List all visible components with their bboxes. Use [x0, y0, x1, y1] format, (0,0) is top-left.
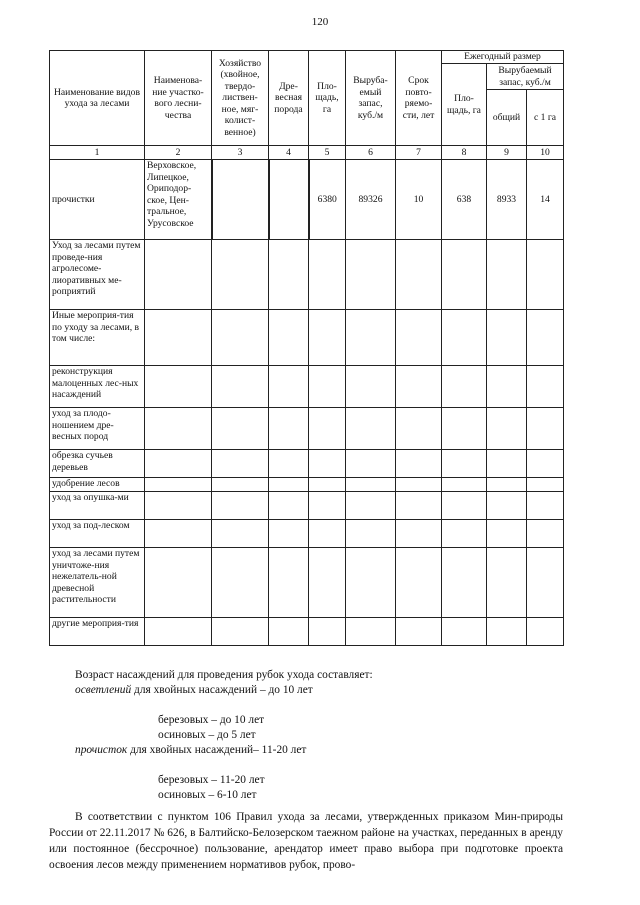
column-number-row — [50, 146, 564, 160]
row-annual-area: 638 — [442, 160, 487, 240]
table-row — [50, 366, 564, 408]
header-volume: Выруба-емый запас, куб./м — [346, 51, 396, 146]
table-row — [50, 492, 564, 520]
pro-aspen: осиновых – 6-10 лет — [158, 789, 257, 801]
age-text — [75, 668, 565, 803]
header-species: Дре-весная порода — [269, 51, 309, 146]
row-area: 6380 — [309, 160, 346, 240]
row-annual-per-ha: 14 — [527, 160, 564, 240]
row-farm — [212, 160, 269, 240]
table-row — [50, 160, 564, 240]
col-number: 1 — [50, 146, 145, 160]
row-period: 10 — [396, 160, 442, 240]
row-care-type: Уход за лесами путем проведе-ния агролесоме-лиоративных ме-роприятий — [50, 240, 145, 310]
row-forestry: Верховское, Липецкое, Ориподор-ское, Цен-тральное, Урусовское — [145, 160, 212, 240]
col-number: 7 — [396, 146, 442, 160]
row-care-type: уход за лесами путем уничтоже-ния нежелатель-ной древесной растительности — [50, 548, 145, 618]
pro-rest: для хвойных насаждений– 11-20 лет — [127, 744, 307, 756]
osv-aspen: осиновых – до 5 лет — [158, 729, 256, 741]
row-care-type: уход за опушка-ми — [50, 492, 145, 520]
header-volume-total: общий — [487, 90, 527, 146]
col-number: 5 — [309, 146, 346, 160]
table-row — [50, 450, 564, 478]
age-osv-line — [75, 683, 565, 698]
row-annual-total: 8933 — [487, 160, 527, 240]
row-care-type: реконструкция малоценных лес-ных насаждений — [50, 366, 145, 408]
table-row — [50, 478, 564, 492]
pro-birch: березовых – 11-20 лет — [158, 774, 265, 786]
table-row — [50, 520, 564, 548]
row-care-type: обрезка сучьев деревьев — [50, 450, 145, 478]
table-row — [50, 240, 564, 310]
col-number: 2 — [145, 146, 212, 160]
col-number: 6 — [346, 146, 396, 160]
header-area: Пло-щадь, га — [309, 51, 346, 146]
col-number: 4 — [269, 146, 309, 160]
header-volume-group: Вырубаемый запас, куб./м — [487, 64, 564, 90]
pro-label: прочисток — [75, 744, 128, 756]
col-number: 8 — [442, 146, 487, 160]
header-care-type: Наименование видов ухода за лесами — [50, 51, 145, 146]
osv-rest: для хвойных насаждений – до 10 лет — [131, 684, 313, 696]
header-annual-group: Ежегодный размер — [442, 51, 564, 64]
row-care-type: Иные мероприя-тия по уходу за лесами, в том числе: — [50, 310, 145, 366]
table-row — [50, 408, 564, 450]
header-period: Срок повто-ряемо-сти, лет — [396, 51, 442, 146]
col-number: 10 — [527, 146, 564, 160]
table-row — [50, 548, 564, 618]
header-annual-area: Пло-щадь, га — [442, 64, 487, 146]
header-volume-per-ha: с 1 га — [527, 90, 564, 146]
table-row — [50, 618, 564, 646]
page-number: 120 — [311, 16, 329, 28]
row-care-type: другие мероприя-тия — [50, 618, 145, 646]
row-care-type: уход за плодо-ношением дре-весных пород — [50, 408, 145, 450]
row-species — [269, 160, 309, 240]
osv-label: осветлений — [75, 684, 132, 696]
osv-birch: березовых – до 10 лет — [158, 714, 265, 726]
col-number: 3 — [212, 146, 269, 160]
row-care-type: уход за под-леском — [50, 520, 145, 548]
header-forestry: Наименова-ние участко-вого лесни-чества — [145, 51, 212, 146]
age-pro-line — [75, 743, 565, 758]
body-paragraph: В соответствии с пунктом 106 Правил ухода за лесами, утвержденных приказом Мин-природы России от 22.11.2017 № 626, в Балтийско-Белозерском таежном районе на участках, переданных в аренду или постоянное (бессрочное) пользование, арендатор имеет право выбора при подготовке проекта освоения лесов между применением нормативов рубок, прово- — [49, 811, 563, 872]
table-row — [50, 310, 564, 366]
row-care-type: удобрение лесов — [50, 478, 145, 492]
col-number: 9 — [487, 146, 527, 160]
header-farm: Хозяйство (хвойное, твердо-листвен-ное, мяг-колист-венное) — [212, 51, 269, 146]
age-intro: Возраст насаждений для проведения рубок ухода составляет: — [75, 669, 373, 681]
row-volume: 89326 — [346, 160, 396, 240]
forest-care-table — [49, 50, 564, 646]
row-care-type: прочистки — [50, 160, 145, 240]
